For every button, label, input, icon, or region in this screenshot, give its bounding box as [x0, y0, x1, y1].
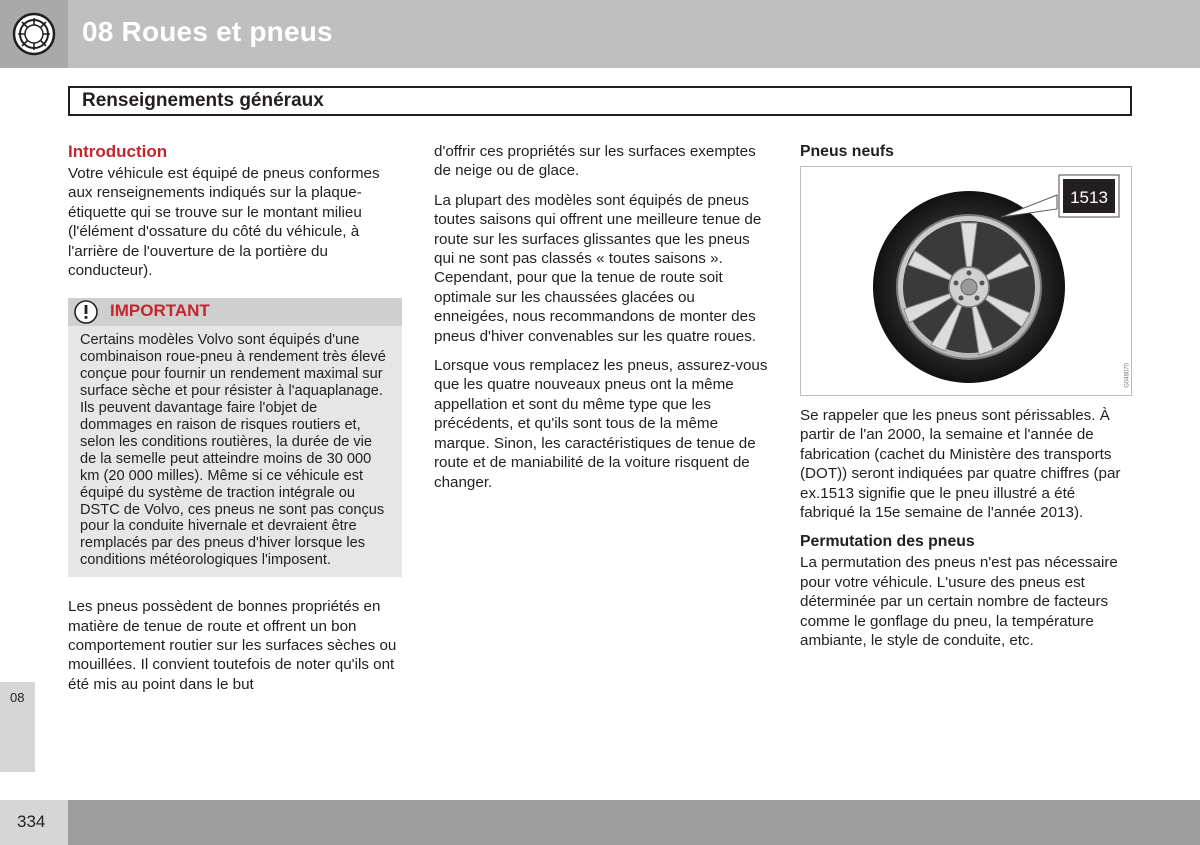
tire-icon	[0, 0, 68, 68]
page-number: 334	[17, 812, 46, 831]
new-tires-paragraph: Se rappeler que les pneus sont périssables. À partir de l'an 2000, la semaine et l'année de fabrication (cachet du Ministère des transports (DOT)) seront indiquées par quatre chiffres (par ex.1513 signifie que le pneu illustré a été fabriqué la 15e semaine de l'année 2013).	[800, 407, 1121, 522]
important-text: Certains modèles Volvo sont équipés d'une combinaison roue-pneu à rendement très élevé conçue pour fournir un rendement maximal sur surface sèche et pour résister à l'aquaplanage. Ils peuvent davantage faire l'objet de dommages en raison de risques routiers et, selon les conditions routières, la durée de vie de la semelle peut atteindre moins de 30 000 km (20 000 milles). Même si ce véhicule est équipé du système de traction intégrale ou DSTC de Volvo, ces pneus ne sont pas conçus pour la conduite hivernale et devraient être remplacés par des pneus d'hiver lorsque les conditions météorologiques l'imposent.	[80, 332, 386, 569]
section-title: Renseignements généraux	[82, 90, 324, 111]
figure-code: G048070	[1125, 363, 1131, 388]
important-title: IMPORTANT	[110, 301, 210, 321]
figure-label-1513: 1513	[1070, 188, 1108, 207]
intro-heading: Introduction	[68, 142, 168, 161]
column-2	[434, 142, 768, 502]
column-1	[68, 142, 402, 704]
page-number-box	[0, 800, 68, 845]
replacement-paragraph: Lorsque vous remplacez les pneus, assurez-vous que les quatre nouveaux pneus ont la même appellation et sont du même type que les précédents, et qu'ils sont tous de la même marque. Sinon, les caractéristiques de tenue de route et de maniabilité de la voiture risquent de changer.	[434, 357, 768, 491]
chapter-title: 08 Roues et pneus	[82, 16, 333, 47]
chapter-side-tab	[0, 682, 35, 772]
wheel-illustration	[800, 166, 1132, 396]
wheel-icon	[801, 167, 1133, 397]
important-header	[68, 298, 402, 326]
rotation-heading: Permutation des pneus	[800, 533, 975, 551]
important-notice	[68, 298, 402, 577]
warning-icon	[74, 300, 98, 324]
chapter-icon-tab	[0, 0, 68, 68]
all-season-paragraph: La plupart des modèles sont équipés de pneus toutes saisons qui offrent une meilleure tenue de route sur les surfaces glissantes que les pneus qui ne sont pas classés « toutes saisons ». Cependant, pour que la tenue de route soit optimale sur les chaussées glacées ou enneigées, nous recommandons de monter des pneus d'hiver convenables sur les quatre roues.	[434, 191, 762, 345]
section-title-box	[68, 86, 1132, 116]
intro-paragraph: Votre véhicule est équipé de pneus conformes aux renseignements indiqués sur la plaque-étiquette qui se trouve sur le montant milieu (l'élément d'ossature du côté du véhicule, à l'arrière de l'ouverture de la portière du conducteur).	[68, 165, 380, 280]
side-tab-label: 08	[10, 690, 25, 705]
new-tires-heading: Pneus neufs	[800, 143, 894, 160]
rotation-paragraph: La permutation des pneus n'est pas nécessaire pour votre véhicule. L'usure des pneus est déterminée par un certain nombre de facteurs comme le gonflage du pneu, la température ambiante, le style de conduite, etc.	[800, 554, 1118, 650]
chapter-header-bar	[0, 0, 1200, 68]
paragraph-continued: d'offrir ces propriétés sur les surfaces exemptes de neige ou de glace.	[434, 143, 756, 180]
tires-properties-paragraph: Les pneus possèdent de bonnes propriétés en matière de tenue de route et offrent un bon comportement routier sur les surfaces sèches ou mouillées. Il convient toutefois de noter qu'ils ont été mis au point dans le but	[68, 598, 397, 693]
footer-bar	[0, 800, 1200, 845]
column-3	[800, 142, 1134, 660]
